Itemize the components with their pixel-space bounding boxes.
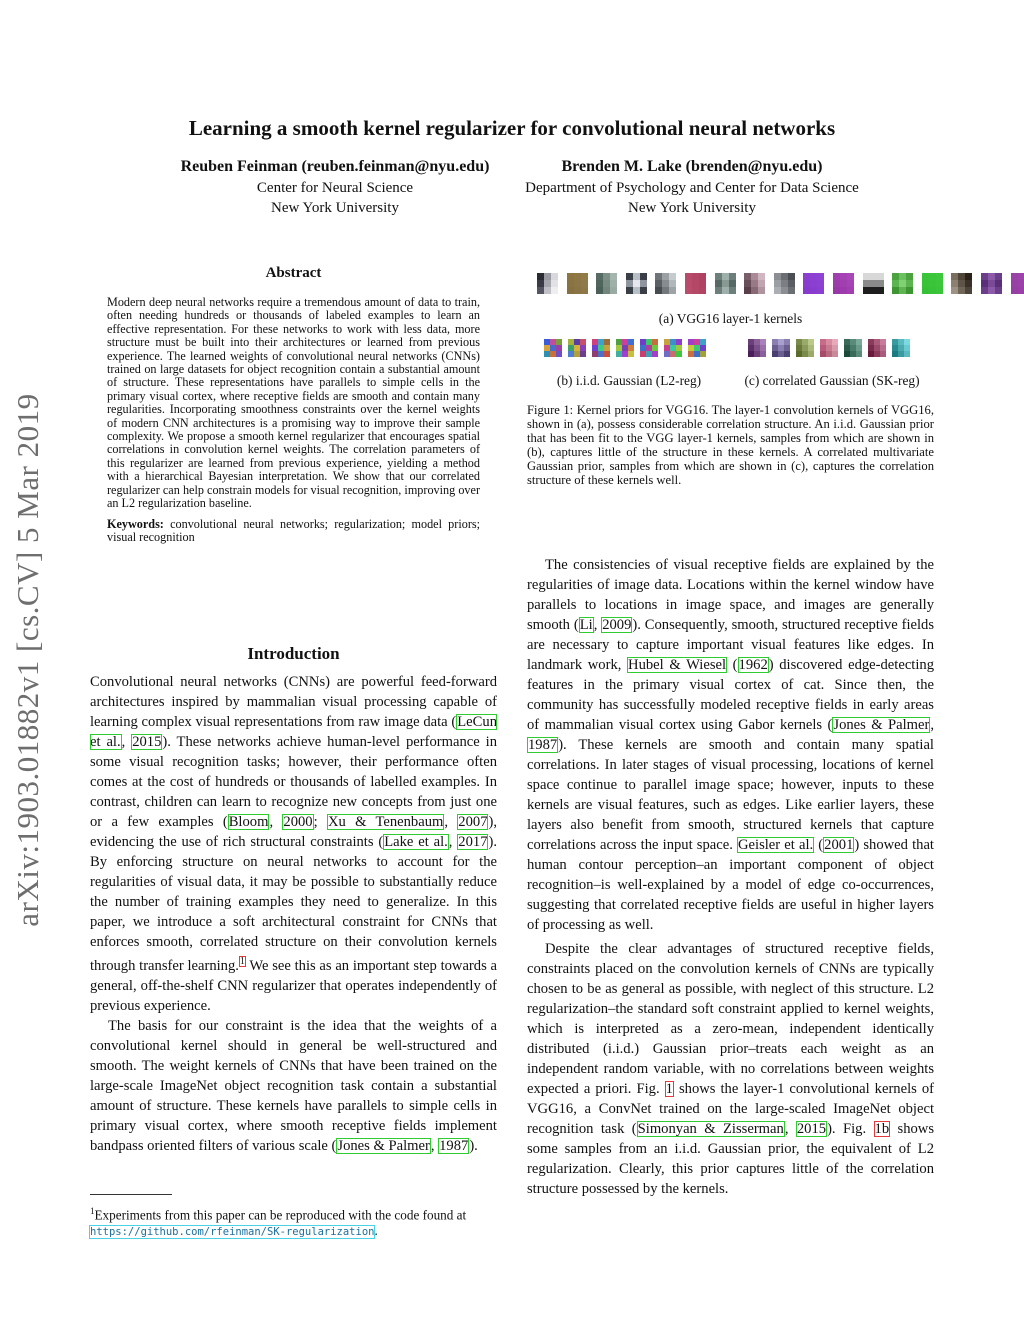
right-paragraph-1: The consistencies of visual receptive fields are explained by the regularities of image data. Locations within the kernel window have parallels to locations in image space, and images are generally smooth (Li, 2009). Consequently, smooth, structured receptive fields are necessary to capture important visual features like edges. In landmark work, Hubel & Wiesel (1962) discovered edge-detecting features in the primary visual cortex of cat. Since then, the community has successfully modeled receptive fields in early areas of mammalian visual cortex using Gabor kernels (Jones & Palmer, 1987). These kernels are smooth and contain many spatial correlations. In later stages of visual processing, locations of kernel space continue to parallel image space; however, inputs to these kernels are visual features, such as edges. Like earlier layers, these layers also benefit from smooth, structured kernels that capture correlations across the input space. Geisler et al. (2001) showed that human contour perception–an important component of object recognition–is well-explained by a model of edge co-occurrences, suggesting that correlated receptive fields are useful in higher layers of processing as well.	[527, 557, 935, 933]
abstract-heading: Abstract	[265, 265, 322, 281]
iid-sample-kernel-2	[568, 339, 586, 357]
figure-1c-kernels	[748, 339, 910, 357]
vgg16-kernel-15	[951, 273, 972, 294]
vgg16-kernel-5	[655, 273, 676, 294]
intro-paragraph-2: The basis for our constraint is the idea that the weights of a convolutional kernel should in general be well-structured and smooth. The weight kernels of CNNs that have been trained on the large-scale ImageNet object recognition task contain a substantial amount of structure. These kernels have parallels to simple cells in primary visual cortex, where smooth receptive fields implement bandpass oriented filters of various scale (Jones & Palmer, 1987).	[90, 1017, 497, 1154]
citation-bloom[interactable]: Bloom	[228, 814, 269, 830]
keywords-label: Keywords:	[107, 516, 164, 531]
author-affiliation: Center for Neural Science	[256, 180, 414, 196]
vgg16-kernel-1	[537, 273, 558, 294]
footnote-mark: 1	[90, 1206, 95, 1216]
citation-hubel-wiesel[interactable]: Hubel & Wiesel	[628, 657, 727, 673]
citation-hubel-wiesel-year[interactable]: 1962	[738, 657, 768, 673]
keywords	[107, 518, 480, 545]
vgg16-kernel-11	[833, 273, 854, 294]
introduction-heading: Introduction	[247, 644, 340, 663]
figure-1b-label: (b) i.i.d. Gaussian (L2-reg)	[556, 373, 702, 388]
citation-li-2009[interactable]: Li	[579, 617, 593, 633]
correlated-sample-kernel-1	[748, 339, 766, 357]
vgg16-kernel-12	[863, 273, 884, 294]
citation-jones-palmer-year[interactable]: 1987	[439, 1137, 469, 1154]
paper-title: Learning a smooth kernel regularizer for convolutional neural networks	[188, 116, 836, 140]
figure-1a-label: (a) VGG16 layer-1 kernels	[658, 311, 803, 326]
figure-1c-label: (c) correlated Gaussian (SK-reg)	[744, 373, 920, 388]
iid-sample-kernel-1	[544, 339, 562, 357]
arxiv-id: arXiv:1903.01882v1 [cs.CV] 5 Mar 2019	[10, 393, 45, 927]
keywords-text: convolutional neural networks; regularization; model priors; visual recognition	[107, 516, 481, 544]
vgg16-kernel-3	[596, 273, 617, 294]
author-affiliation: Department of Psychology and Center for Data Science	[525, 180, 859, 196]
correlated-sample-kernel-3	[796, 339, 814, 357]
abstract-text: Modern deep neural networks require a tremendous amount of data to train, often needing hundreds or thousands of labeled examples to learn an effective representation. For these networks to work with less data, more structure must be built into their architectures or learned from previous experience. The learned weights of convolutional neural networks (CNNs) trained on large datasets for object recognition contain a substantial amount of structure. These representations have parallels to simple cells in the primary visual cortex, where receptive fields are smooth and contain many regularities. Incorporating smoothness constraints over the kernel weights of modern CNN architectures is a promising way to improve their sample complexity. We propose a smooth kernel regularizer that encourages spatial correlations in convolution kernel weights. The correlation parameters of this regularizer are learned from previous experience, yielding a method with a hierarchical Bayesian interpretation. We show that our correlated regularizer can help constrain models for visual recognition, improving over an L2 regularization baseline.	[107, 295, 480, 511]
correlated-sample-kernel-2	[772, 339, 790, 357]
correlated-sample-kernel-6	[868, 339, 886, 357]
citation-lake-2017[interactable]: Lake et al.	[384, 834, 448, 850]
vgg16-kernel-4	[626, 273, 647, 294]
vgg16-kernel-16	[981, 273, 1002, 294]
author-name: Reuben Feinman (reuben.feinman@nyu.edu)	[180, 158, 490, 175]
correlated-sample-kernel-4	[820, 339, 838, 357]
right-column-text	[527, 555, 934, 1199]
vgg16-kernel-7	[715, 273, 736, 294]
right-paragraph-2: Despite the clear advantages of structured receptive fields, constraints placed on the convolution kernels of CNNs are typically chosen to be as general as possible, with neglect of this structure. L2 regularization–the standard soft constraint applied to kernel weights, which is interpreted as a zero-mean, independent identically distributed (i.i.d.) Gaussian prior–treats each weight as an independent random variable, with no correlations between weights expected a priori. Fig. 1 shows the layer-1 convolutional kernels of VGG16, a ConvNet trained on the large-scaled ImageNet object recognition task (Simonyan & Zisserman, 2015). Fig. 1b shows some samples from an i.i.d. Gaussian prior, the equivalent of L2 regularization. Clearly, this prior captures little of the correlation structure possessed by the kernels.	[527, 941, 935, 1197]
citation-li-2009-year[interactable]: 2009	[602, 617, 632, 633]
author-block-1	[140, 158, 530, 218]
figure-1a-kernels	[537, 273, 1024, 294]
citation-lecun-2015-year[interactable]: 2015	[132, 734, 162, 750]
author-institution: New York University	[628, 200, 756, 216]
correlated-sample-kernel-5	[844, 339, 862, 357]
iid-sample-kernel-4	[616, 339, 634, 357]
citation-jones-palmer-year[interactable]: 1987	[528, 737, 558, 753]
author-name: Brenden M. Lake (brenden@nyu.edu)	[561, 158, 823, 175]
figure-ref-1b[interactable]: 1b	[874, 1121, 890, 1137]
citation-jones-palmer[interactable]: Jones & Palmer	[833, 717, 930, 733]
citation-xu-tenenbaum-year[interactable]: 2007	[458, 814, 488, 830]
citation-jones-palmer[interactable]: Jones & Palmer	[337, 1137, 430, 1154]
footnote-url-link[interactable]: https://github.com/rfeinman/SK-regularization	[90, 1226, 375, 1239]
citation-geisler[interactable]: Geisler et al.	[738, 837, 814, 853]
arxiv-stamp	[10, 360, 46, 960]
citation-xu-tenenbaum[interactable]: Xu & Tenenbaum	[327, 814, 444, 830]
citation-lake-2017-year[interactable]: 2017	[458, 834, 488, 850]
vgg16-kernel-2	[567, 273, 588, 294]
introduction-section	[90, 644, 497, 1156]
author-institution: New York University	[271, 200, 399, 216]
citation-simonyan-zisserman[interactable]: Simonyan & Zisserman	[637, 1121, 784, 1137]
citation-bloom-year[interactable]: 2000	[283, 814, 313, 830]
footnote: $^1$Experiments from this paper can be reproduced with the code found at https://github.com/rfeinman/SK-regularization.	[90, 1206, 467, 1239]
iid-sample-kernel-7	[688, 339, 706, 357]
vgg16-kernel-10	[803, 273, 824, 294]
vgg16-kernel-14	[922, 273, 943, 294]
vgg16-kernel-6	[685, 273, 706, 294]
author-block-2	[492, 158, 892, 218]
citation-geisler-year[interactable]: 2001	[824, 837, 854, 853]
footnote-divider	[90, 1194, 172, 1195]
footnote-ref[interactable]: 1	[239, 956, 245, 967]
vgg16-kernel-17	[1011, 273, 1024, 294]
figure-1-caption: Figure 1: Kernel priors for VGG16. The layer-1 convolution kernels of VGG16, shown in (a), possess considerable correlation structure. An i.i.d. Gaussian prior that has been fit to the VGG layer-1 kernels, samples from which are shown in (b), captures little of the structure in these kernels. A correlated multivariate Gaussian prior, samples from which are shown in (c), captures the correlation structure of these kernels well.	[527, 403, 934, 487]
vgg16-kernel-13	[892, 273, 913, 294]
vgg16-kernel-8	[744, 273, 765, 294]
correlated-sample-kernel-7	[892, 339, 910, 357]
iid-sample-kernel-5	[640, 339, 658, 357]
figure-1b-kernels	[544, 339, 706, 357]
intro-paragraph-1: Convolutional neural networks (CNNs) are powerful feed-forward architectures inspired by mammalian visual processing capable of learning complex visual representations from raw image data (LeCun et al., 2015). These networks achieve human-level performance in some visual recognition tasks; however, their performance often comes at the cost of hundreds or thousands of labelled examples. In contrast, children can learn to recognize new concepts from just one or a few examples (Bloom, 2000; Xu & Tenenbaum, 2007), evidencing the use of rich structural constraints (Lake et al., 2017). By enforcing structure on neural networks to account for the regularities of visual data, it may be possible to substantially reduce the number of training examples they need to generalize. In this paper, we introduce a soft architectural constraint for CNNs that enforces smooth, correlated structure on their convolution kernels through transfer learning.$^1$ We see this as an important step towards a general, off-the-shelf CNN regularizer that operates independently of previous experience.	[90, 674, 497, 1014]
iid-sample-kernel-6	[664, 339, 682, 357]
figure-ref-1[interactable]: 1	[665, 1081, 673, 1097]
vgg16-kernel-9	[774, 273, 795, 294]
citation-lecun-2015[interactable]: LeCun et al.	[90, 714, 497, 750]
abstract	[107, 265, 480, 544]
citation-simonyan-zisserman-year[interactable]: 2015	[796, 1121, 827, 1137]
iid-sample-kernel-3	[592, 339, 610, 357]
